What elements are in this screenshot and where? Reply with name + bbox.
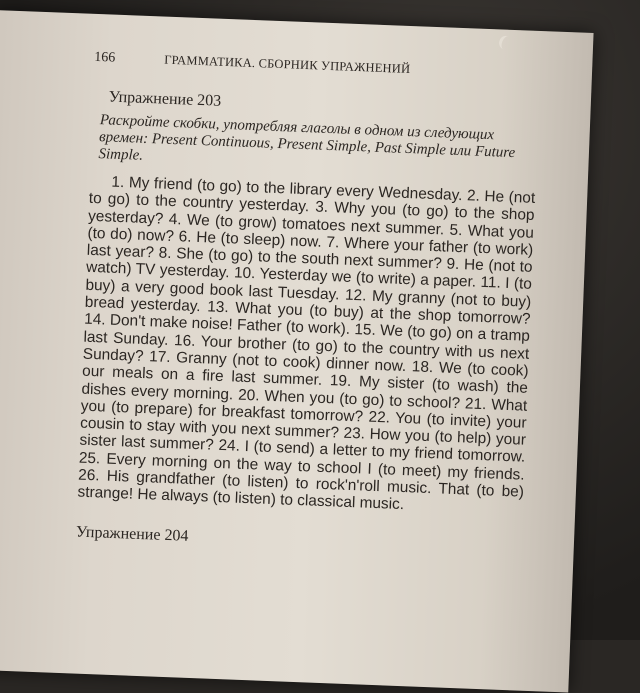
- exercise-title: Упражнение 203: [108, 88, 222, 110]
- running-title: ГРАММАТИКА. СБОРНИК УПРАЖНЕНИЙ: [163, 52, 411, 77]
- page-number: 166: [93, 49, 116, 66]
- exercise-instructions: Раскройте скобки, употребляя глаголы в одном из следующих времен: Present Continuous, Present Simple, Past Simple или Future Simple.: [98, 112, 516, 164]
- page-header: [94, 50, 534, 83]
- exercise-text: 1. My friend (to go) to the library every Wednesday. 2. He (not to go) to the country yesterday. 3. Why you (to go) to the shop yesterday? 4. We (to grow) tomatoes next summer. 5. What you (to do) now? 6. He (to sleep) now. 7. Where your father (to work) last year? 8. She (to go) to the south next summer? 9. He (not to watch) TV yesterday. 10. Yesterday we (to write) a paper. 11. I (to buy) a very good book last Tuesday. 12. My granny (not to buy) bread yesterday. 13. What you (to buy) at the shop tomorrow? 14. Don't make noise! Father (to work). 15. We (to go) on a tramp last Sunday. 16. Your brother (to go) to the country with us next Sunday? 17. Granny (not to cook) dinner now. 18. We (to cook) our meals on a fire last summer. 19. My sister (to wash) the dishes every morning. 20. When you (to go) to school? 21. What you (to prepare) for breakfast tomorrow? 22. You (to invite) your cousin to stay with you next summer? 23. How you (to help) your sister last summer? 24. I (to send) a letter to my friend tomorrow. 25. Every morning on the way to school I (to meet) my friends. 26. His grandfather (to listen) to rock'n'roll music. That (to be) strange! He always (to listen) to classical music.: [77, 173, 536, 514]
- next-exercise-title: Упражнение 204: [75, 523, 189, 545]
- book-page: [0, 10, 594, 693]
- page-content: [76, 50, 535, 558]
- page-edge-mark: [497, 34, 514, 52]
